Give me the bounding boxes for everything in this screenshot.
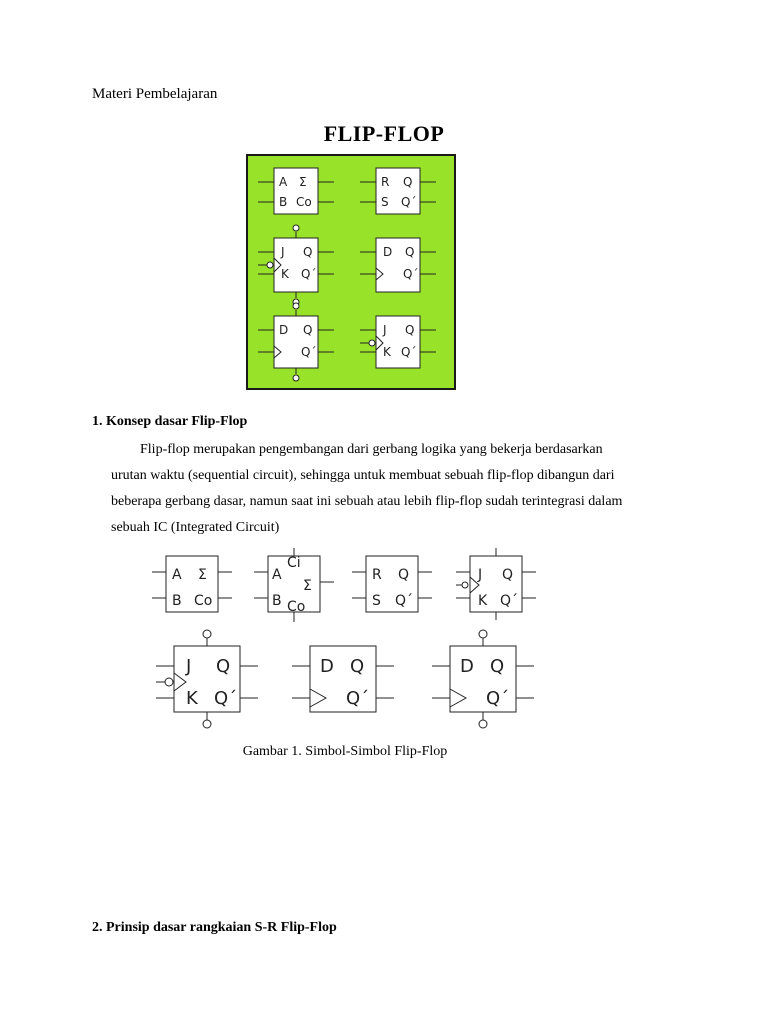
svg-text:Co: Co (296, 195, 312, 209)
svg-text:Co: Co (194, 593, 213, 609)
flip-flop-symbol-panel (246, 154, 456, 390)
svg-text:K: K (186, 688, 198, 709)
svg-text:J: J (186, 656, 192, 677)
svg-text:R: R (372, 567, 382, 583)
svg-text:Q´: Q´ (401, 345, 417, 359)
svg-text:Σ: Σ (303, 578, 312, 594)
svg-text:B: B (272, 593, 282, 609)
svg-text:Q´: Q´ (486, 688, 510, 709)
svg-text:R: R (381, 175, 390, 189)
svg-text:Q´: Q´ (346, 688, 370, 709)
svg-text:Q´: Q´ (403, 267, 419, 281)
svg-text:B: B (172, 593, 182, 609)
svg-text:Q: Q (405, 323, 415, 337)
svg-text:Q: Q (490, 656, 505, 677)
svg-text:Q: Q (403, 175, 413, 189)
flip-flop-symbols-figure (148, 548, 548, 734)
svg-text:K: K (478, 593, 488, 609)
svg-text:S: S (381, 195, 389, 209)
page-header: Materi Pembelajaran (92, 86, 218, 102)
svg-text:Q: Q (502, 567, 514, 583)
figure-adder-symbol (152, 556, 232, 612)
figure-d-set-reset-symbol (432, 630, 534, 728)
svg-text:Σ: Σ (299, 175, 307, 189)
svg-text:Q´: Q´ (401, 195, 417, 209)
svg-text:A: A (272, 567, 282, 583)
section-1-paragraph (111, 437, 675, 541)
section-1-heading: 1. Konsep dasar Flip-Flop (92, 414, 248, 429)
svg-text:S: S (372, 593, 381, 609)
svg-text:J: J (478, 567, 483, 583)
svg-text:D: D (320, 656, 334, 677)
svg-text:K: K (383, 345, 391, 359)
paragraph-line: urutan waktu (sequential circuit), sehingga untuk membuat sebuah flip-flop dibangun dari (111, 468, 615, 483)
svg-text:Ci: Ci (287, 555, 301, 571)
figure-sr-symbol (352, 556, 432, 612)
svg-text:Q: Q (398, 567, 410, 583)
svg-text:J: J (383, 323, 387, 337)
svg-text:J: J (281, 245, 285, 259)
paragraph-line: Flip-flop merupakan pengembangan dari gerbang logika yang bekerja berdasarkan (140, 442, 603, 457)
figure-d-symbol (292, 646, 394, 712)
svg-text:D: D (279, 323, 289, 337)
svg-text:Q: Q (350, 656, 365, 677)
svg-text:B: B (279, 195, 288, 209)
svg-text:A: A (279, 175, 288, 189)
paragraph-line: sebuah IC (Integrated Circuit) (111, 520, 280, 535)
svg-text:Q´: Q´ (214, 688, 238, 709)
svg-text:Σ: Σ (198, 567, 207, 583)
svg-text:D: D (460, 656, 474, 677)
svg-text:Co: Co (287, 599, 306, 615)
page-title: FLIP-FLOP (323, 121, 445, 146)
svg-text:Q: Q (216, 656, 231, 677)
svg-text:Q: Q (405, 245, 415, 259)
paragraph-line: beberapa gerbang dasar, namun saat ini sebuah atau lebih flip-flop sudah terintegrasi dalam (111, 494, 623, 509)
svg-text:Q´: Q´ (395, 593, 414, 609)
svg-text:Q: Q (303, 245, 313, 259)
svg-text:K: K (281, 267, 289, 281)
svg-text:Q´: Q´ (301, 345, 317, 359)
section-2-heading: 2. Prinsip dasar rangkaian S-R Flip-Flop (92, 920, 337, 935)
svg-text:A: A (172, 567, 182, 583)
figure-jk-symbol (456, 548, 536, 620)
figure-jk-set-reset-symbol (156, 630, 258, 728)
svg-text:Q´: Q´ (301, 267, 317, 281)
svg-text:Q: Q (303, 323, 313, 337)
figure-caption: Gambar 1. Simbol-Simbol Flip-Flop (242, 744, 448, 759)
svg-text:D: D (383, 245, 393, 259)
svg-text:Q´: Q´ (500, 593, 519, 609)
